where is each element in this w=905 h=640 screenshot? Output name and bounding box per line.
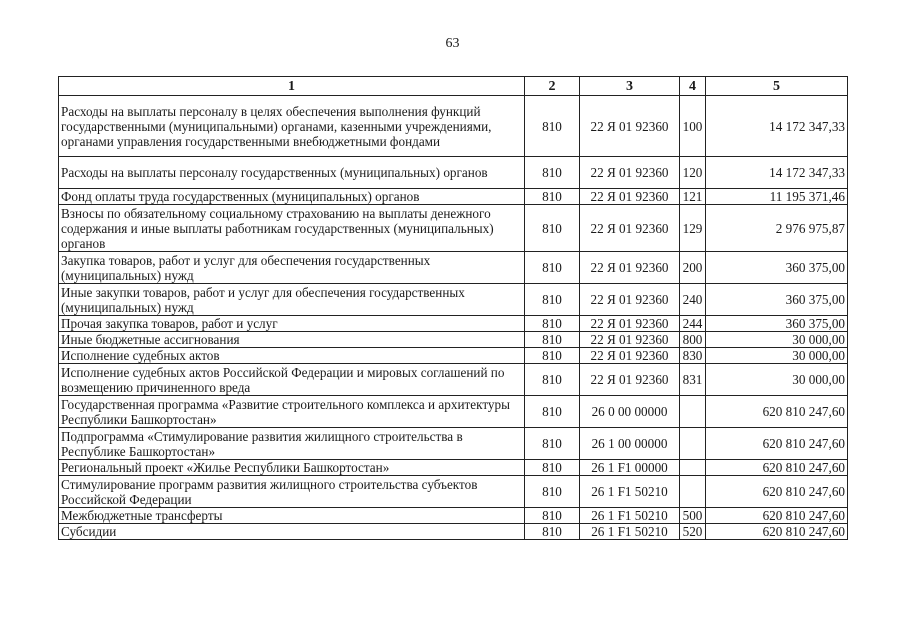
row-name: Закупка товаров, работ и услуг для обеспечения государственных (муниципальных) нужд [59,252,525,284]
row-amount: 30 000,00 [706,348,848,364]
row-amount: 360 375,00 [706,252,848,284]
row-code: 810 [525,96,580,157]
header-col-4: 4 [680,77,706,96]
row-vr: 244 [680,316,706,332]
table-row [59,460,848,476]
row-vr: 520 [680,524,706,540]
table-row [59,189,848,205]
row-name: Взносы по обязательному социальному страхованию на выплаты денежного содержания и иные выплаты работникам государственных (муниципальных) органов [59,205,525,252]
table-row [59,205,848,252]
table-row [59,508,848,524]
table-header-row [59,77,848,96]
row-vr [680,476,706,508]
row-name: Иные закупки товаров, работ и услуг для обеспечения государственных (муниципальных) нужд [59,284,525,316]
row-code: 810 [525,460,580,476]
row-csr: 22 Я 01 92360 [580,157,680,189]
row-csr: 26 0 00 00000 [580,396,680,428]
row-vr: 830 [680,348,706,364]
row-code: 810 [525,524,580,540]
row-amount: 360 375,00 [706,316,848,332]
row-name: Фонд оплаты труда государственных (муниципальных) органов [59,189,525,205]
row-code: 810 [525,476,580,508]
header-col-2: 2 [525,77,580,96]
row-vr: 129 [680,205,706,252]
row-name: Подпрограмма «Стимулирование развития жилищного строительства в Республике Башкортостан» [59,428,525,460]
row-amount: 620 810 247,60 [706,460,848,476]
row-name: Региональный проект «Жилье Республики Башкортостан» [59,460,525,476]
row-vr: 240 [680,284,706,316]
table-row [59,252,848,284]
row-name: Исполнение судебных актов Российской Федерации и мировых соглашений по возмещению причиненного вреда [59,364,525,396]
row-name: Субсидии [59,524,525,540]
row-code: 810 [525,205,580,252]
row-amount: 30 000,00 [706,364,848,396]
row-csr: 26 1 F1 00000 [580,460,680,476]
table-row [59,524,848,540]
table-row [59,396,848,428]
row-code: 810 [525,396,580,428]
page-number: 63 [445,36,460,51]
table-row [59,364,848,396]
row-name: Межбюджетные трансферты [59,508,525,524]
row-amount: 620 810 247,60 [706,508,848,524]
row-name: Расходы на выплаты персоналу государственных (муниципальных) органов [59,157,525,189]
row-amount: 360 375,00 [706,284,848,316]
row-csr: 22 Я 01 92360 [580,189,680,205]
row-vr [680,428,706,460]
row-code: 810 [525,252,580,284]
row-csr: 22 Я 01 92360 [580,96,680,157]
row-amount: 620 810 247,60 [706,524,848,540]
row-csr: 22 Я 01 92360 [580,348,680,364]
row-csr: 26 1 F1 50210 [580,524,680,540]
row-code: 810 [525,316,580,332]
row-code: 810 [525,348,580,364]
row-vr: 121 [680,189,706,205]
row-csr: 22 Я 01 92360 [580,284,680,316]
row-csr: 22 Я 01 92360 [580,205,680,252]
row-code: 810 [525,428,580,460]
row-code: 810 [525,364,580,396]
row-name: Прочая закупка товаров, работ и услуг [59,316,525,332]
table-row [59,284,848,316]
table-body [59,96,848,540]
row-vr: 120 [680,157,706,189]
row-amount: 11 195 371,46 [706,189,848,205]
row-amount: 30 000,00 [706,332,848,348]
row-amount: 620 810 247,60 [706,476,848,508]
row-vr: 500 [680,508,706,524]
row-vr: 200 [680,252,706,284]
row-csr: 26 1 00 00000 [580,428,680,460]
row-code: 810 [525,284,580,316]
row-csr: 26 1 F1 50210 [580,476,680,508]
table-row [59,96,848,157]
table-row [59,316,848,332]
budget-table [58,76,848,540]
header-col-5: 5 [706,77,848,96]
row-csr: 22 Я 01 92360 [580,364,680,396]
table-row [59,157,848,189]
header-col-3: 3 [580,77,680,96]
row-code: 810 [525,508,580,524]
row-amount: 14 172 347,33 [706,96,848,157]
row-code: 810 [525,157,580,189]
row-vr: 800 [680,332,706,348]
row-csr: 22 Я 01 92360 [580,316,680,332]
row-amount: 14 172 347,33 [706,157,848,189]
table-row [59,348,848,364]
table-row [59,428,848,460]
row-name: Стимулирование программ развития жилищного строительства субъектов Российской Федерации [59,476,525,508]
row-code: 810 [525,332,580,348]
row-name: Государственная программа «Развитие строительного комплекса и архитектуры Республики Башкортостан» [59,396,525,428]
row-code: 810 [525,189,580,205]
row-csr: 26 1 F1 50210 [580,508,680,524]
row-name: Иные бюджетные ассигнования [59,332,525,348]
header-col-1: 1 [59,77,525,96]
row-csr: 22 Я 01 92360 [580,252,680,284]
row-amount: 620 810 247,60 [706,428,848,460]
row-name: Расходы на выплаты персоналу в целях обеспечения выполнения функций государственными (муниципальными) органами, казенными учреждениями, органами управления государственными внебюджетными фондами [59,96,525,157]
row-vr: 831 [680,364,706,396]
row-vr [680,396,706,428]
row-amount: 2 976 975,87 [706,205,848,252]
row-amount: 620 810 247,60 [706,396,848,428]
row-name: Исполнение судебных актов [59,348,525,364]
table-row [59,476,848,508]
row-csr: 22 Я 01 92360 [580,332,680,348]
row-vr: 100 [680,96,706,157]
row-vr [680,460,706,476]
table-row [59,332,848,348]
